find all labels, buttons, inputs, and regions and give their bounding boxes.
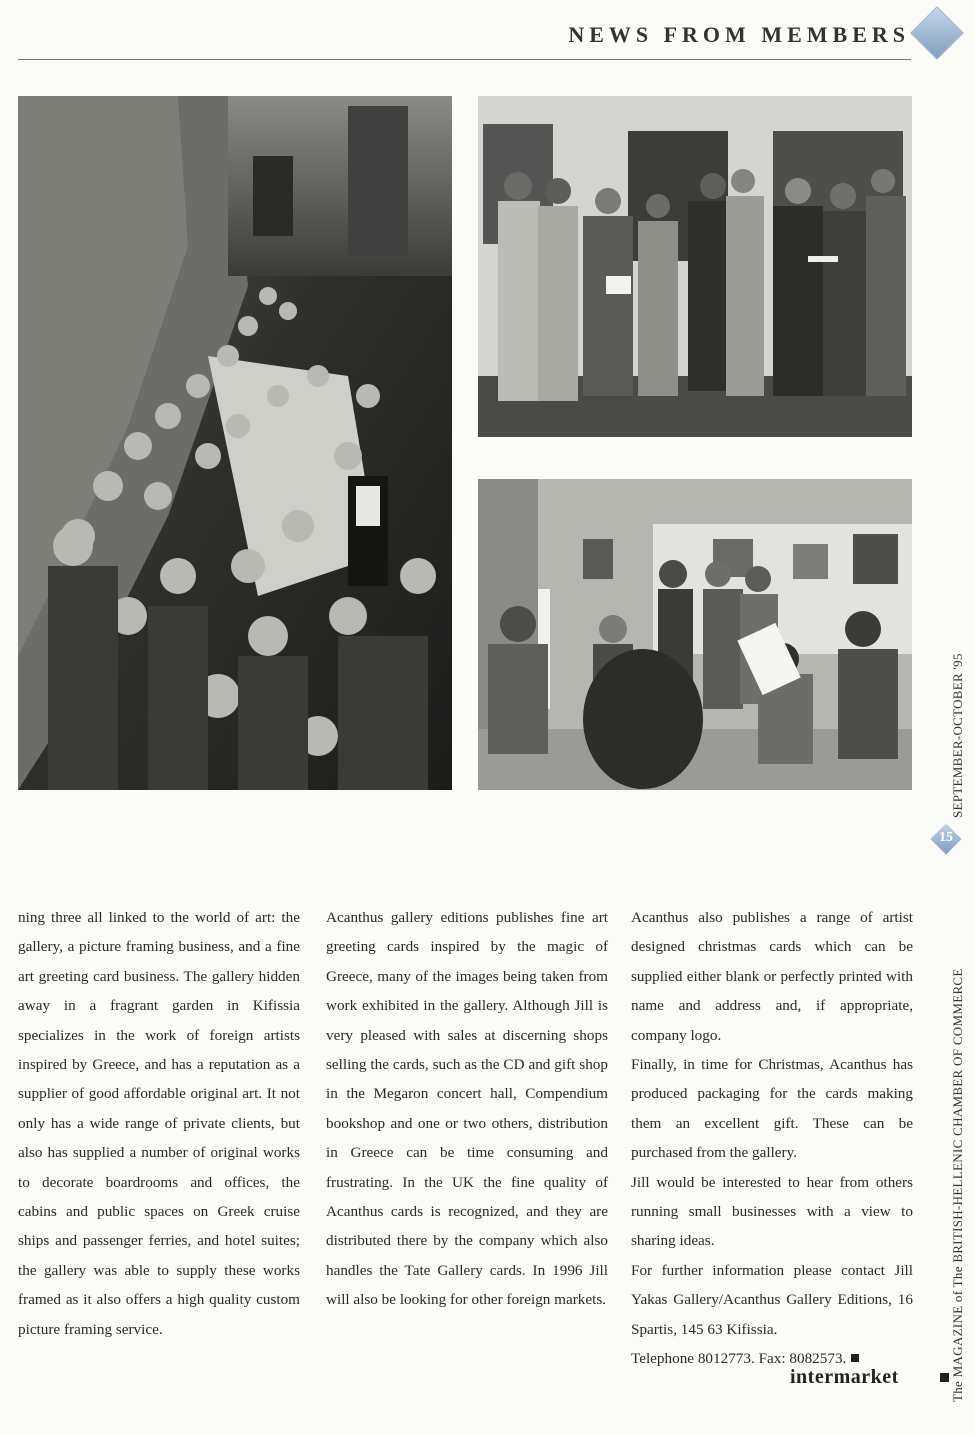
- end-mark-icon: [851, 1354, 859, 1362]
- photo-gallery-opening: [18, 96, 452, 790]
- article-column-3: [631, 903, 913, 1374]
- section-title: NEWS FROM MEMBERS: [568, 22, 910, 47]
- article-paragraph: Acanthus also publishes a range of artist designed christmas cards which can be supplied either blank or perfectly printed with name and address and, if appropriate, company logo.: [631, 909, 913, 1044]
- square-bullet-icon: [940, 1373, 949, 1382]
- magazine-logo: intermarket: [790, 1366, 899, 1388]
- contact-phone-fax: Telephone 8012773. Fax: 8082573.: [631, 1350, 847, 1368]
- article-paragraph: Finally, in time for Christmas, Acanthus has produced packaging for the cards making them an excellent gift. These can be purchased from the gallery.: [631, 1056, 913, 1162]
- article-paragraph: Jill would be interested to hear from others running small businesses with a view to sharing ideas.: [631, 1173, 913, 1250]
- page-number-badge: [930, 823, 962, 855]
- photo-group-portrait: [478, 96, 912, 437]
- article-paragraph: For further information please contact Jill Yakas Gallery/Acanthus Gallery Editions, 16 Spartis, 145 63 Kifissia.: [631, 1261, 913, 1338]
- photo-artists-sketching: [478, 479, 912, 790]
- diamond-ornament-icon: [910, 6, 964, 60]
- article-column-1: [18, 903, 300, 1344]
- magazine-name: The MAGAZINE of The BRITISH-HELLENIC CHAMBER OF COMMERCE: [950, 968, 965, 1402]
- header-rule: [18, 59, 911, 60]
- article-paragraph: Acanthus gallery editions publishes fine art greeting cards inspired by the magic of Greece, many of the images being taken from work exhibited in the gallery. Although Jill is very pleased with sales at discerning shops selling the cards, such as the CD and gift shop in the Megaron concert hall, Compendium bookshop and one or two others, distribution in Greece can be time consuming and frustrating. In the UK the fine quality of Acanthus cards is recognized, and they are distributed there by the company which also handles the Tate Gallery cards. In 1996 Jill will also be looking for other foreign markets.: [326, 909, 608, 1309]
- issue-date: SEPTEMBER-OCTOBER '95: [950, 653, 965, 818]
- article-paragraph: ning three all linked to the world of art: the gallery, a picture framing business, and a fine art greeting card business. The gallery hidden away in a fragrant garden in Kifissia specializes in the work of foreign artists inspired by Greece, and has a reputation as a supplier of good affordable original art. It not only has a wide range of private clients, but also has supplied a number of original works to decorate boardrooms and offices, the cabins and public spaces on Greek cruise ships and passenger ferries, and hotel suites; the gallery was able to supply these works framed as it also offers a high quality custom picture framing service.: [18, 909, 300, 1338]
- page-number: 15: [939, 830, 953, 845]
- article-column-2: [326, 903, 608, 1315]
